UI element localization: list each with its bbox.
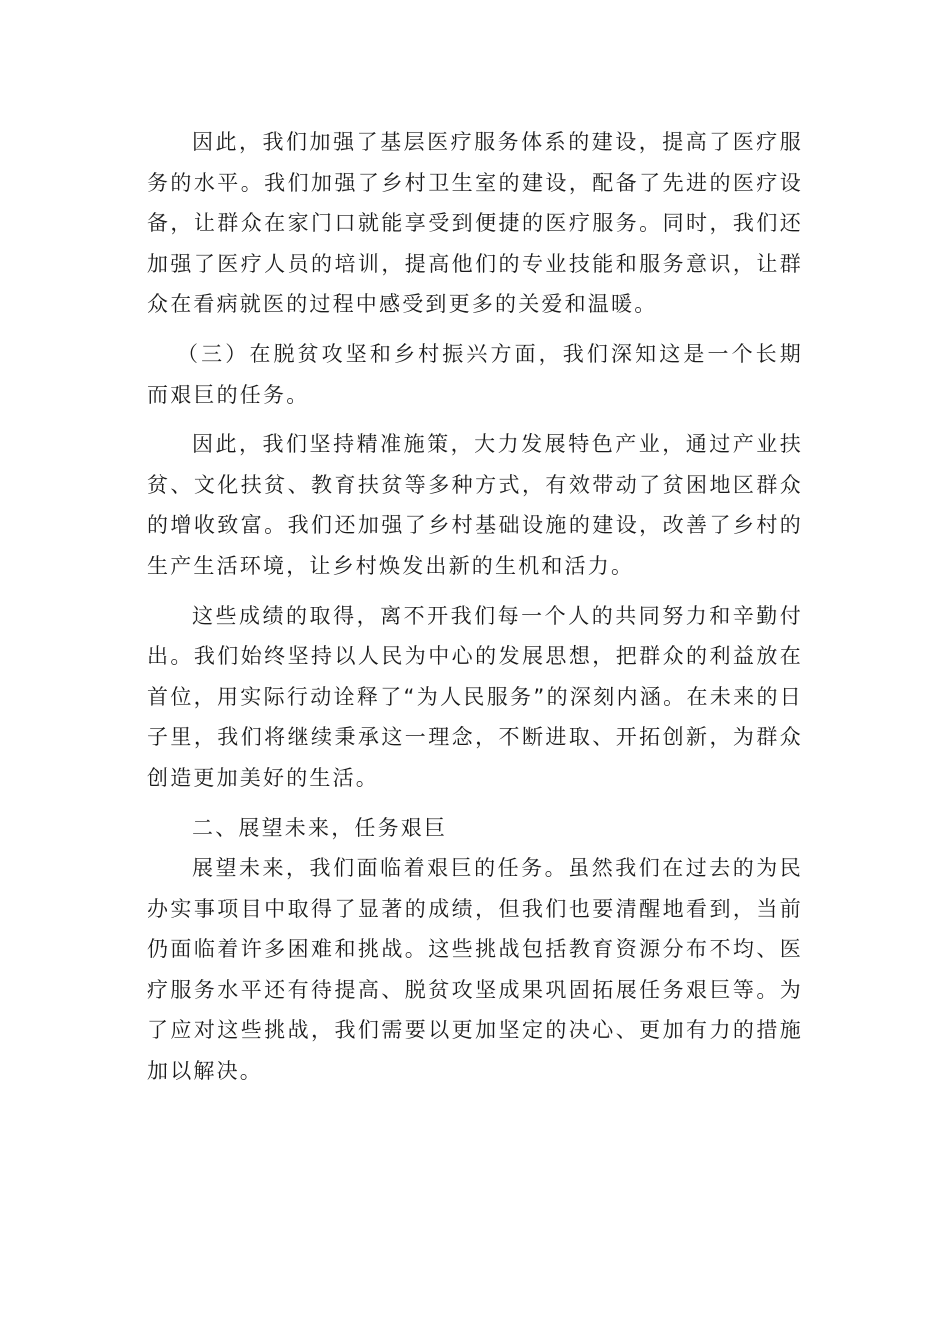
section-heading-outlook: 二、展望未来，任务艰巨 <box>192 815 448 840</box>
paragraph-precision-policy: 因此，我们坚持精准施策，大力发展特色产业，通过产业扶贫、文化扶贫、教育扶贫等多种方式，有效带动了贫困地区群众的增收致富。我们还加强了乡村基础设施的建设，改善了乡村的生产生活环境，让乡村焕发出新的生机和活力。 <box>147 432 803 578</box>
paragraph-achievements: 这些成绩的取得，离不开我们每一个人的共同努力和辛勤付出。我们始终坚持以人民为中心的发展思想，把群众的利益放在首位，用实际行动诠释了“为人民服务”的深刻内涵。在未来的日子里，我们将继续秉承这一理念，不断进取、开拓创新，为群众创造更加美好的生活。 <box>147 603 803 790</box>
section-heading-poverty-alleviation: （三）在脱贫攻坚和乡村振兴方面，我们深知这是一个长期而艰巨的任务。 <box>147 341 803 407</box>
document-body <box>147 122 803 1092</box>
paragraph-future-challenges: 展望未来，我们面临着艰巨的任务。虽然我们在过去的为民办实事项目中取得了显著的成绩，但我们也要清醒地看到，当前仍面临着许多困难和挑战。这些挑战包括教育资源分布不均、医疗服务水平还有待提高、脱贫攻坚成果巩固拓展任务艰巨等。为了应对这些挑战，我们需要以更加坚定的决心、更加有力的措施加以解决。 <box>147 856 803 1084</box>
paragraph-medical-services: 因此，我们加强了基层医疗服务体系的建设，提高了医疗服务的水平。我们加强了乡村卫生室的建设，配备了先进的医疗设备，让群众在家门口就能享受到便捷的医疗服务。同时，我们还加强了医疗人员的培训，提高他们的专业技能和服务意识，让群众在看病就医的过程中感受到更多的关爱和温暖。 <box>147 130 803 317</box>
